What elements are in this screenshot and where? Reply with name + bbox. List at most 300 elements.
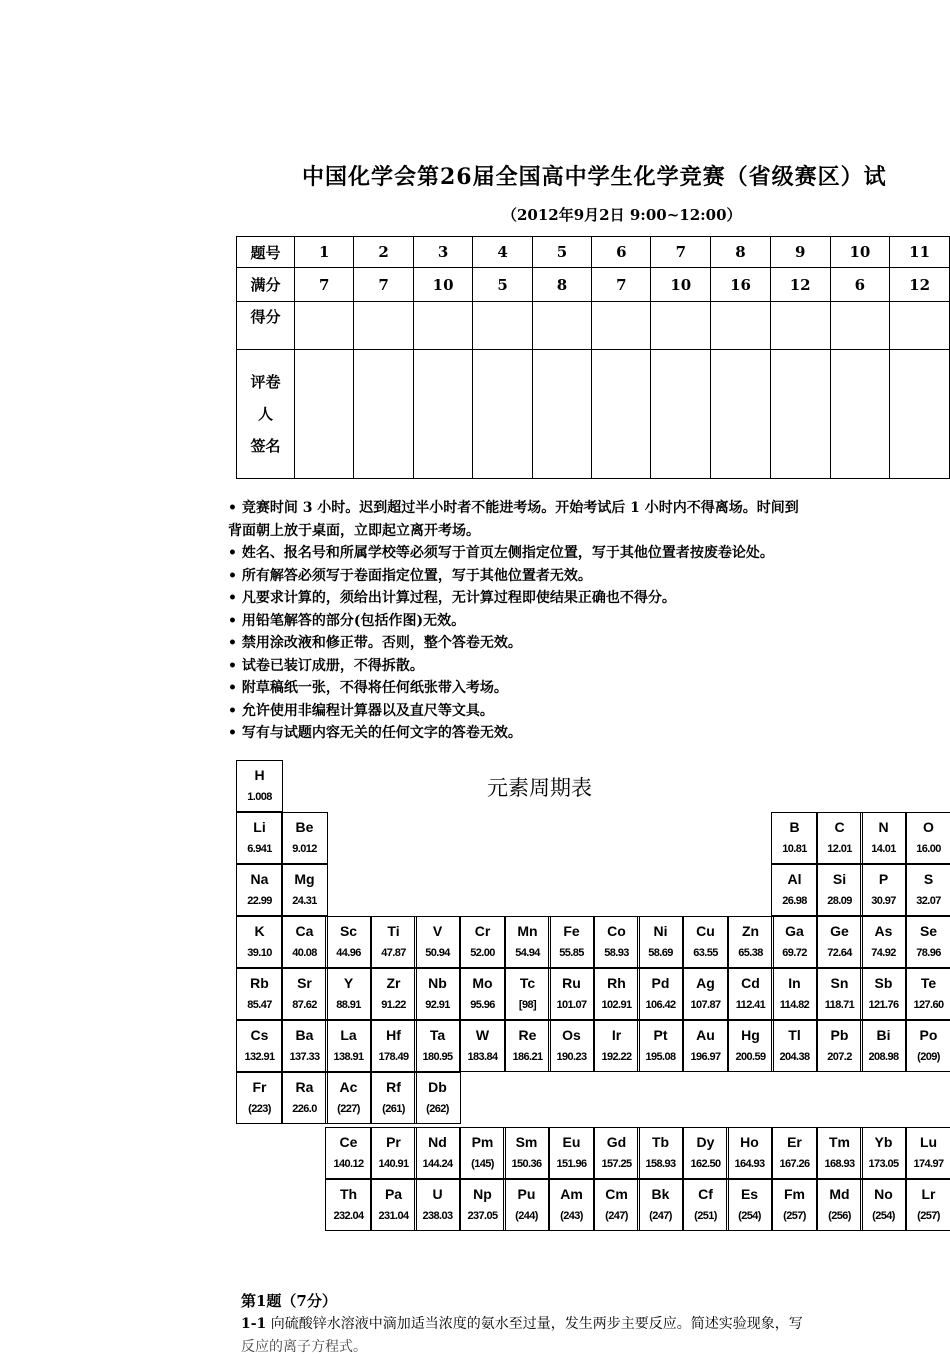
rule-line: • 允许使用非编程计算器以及直尺等文具。	[228, 702, 494, 719]
element-cell-la	[325, 1020, 372, 1072]
full-mark: 7	[592, 268, 651, 302]
signature-cell[interactable]	[413, 350, 473, 479]
element-cell-sb	[860, 968, 907, 1020]
atomic-mass: 137.33	[289, 1051, 320, 1063]
question-number: 2	[354, 237, 413, 268]
element-symbol: Np	[473, 1186, 492, 1202]
element-symbol: Ga	[785, 923, 804, 939]
element-cell-ga	[771, 916, 818, 968]
signature-cell[interactable]	[830, 350, 890, 479]
element-cell-sc	[325, 916, 372, 968]
signature-cell[interactable]	[711, 350, 771, 479]
atomic-mass: (247)	[605, 1210, 628, 1222]
atomic-mass: 63.55	[693, 947, 718, 959]
atomic-mass: 26.98	[782, 895, 807, 907]
question-number: 7	[651, 237, 711, 268]
atomic-mass: 164.93	[734, 1158, 765, 1170]
atomic-mass: 65.38	[738, 947, 763, 959]
atomic-mass: 204.38	[779, 1051, 810, 1063]
element-symbol: As	[874, 923, 893, 939]
element-symbol: Pu	[517, 1186, 536, 1202]
full-mark: 5	[473, 268, 532, 302]
score-cell[interactable]	[890, 302, 950, 350]
atomic-mass: 138.91	[333, 1051, 364, 1063]
element-symbol: Ag	[696, 975, 715, 991]
score-table	[236, 236, 950, 479]
atomic-mass: (261)	[382, 1103, 405, 1115]
element-symbol: Pm	[471, 1134, 494, 1150]
atomic-mass: 180.95	[422, 1051, 453, 1063]
element-symbol: Hg	[741, 1027, 760, 1043]
atomic-mass: (251)	[694, 1210, 717, 1222]
full-marks-row	[237, 268, 950, 302]
element-symbol: Es	[740, 1186, 759, 1202]
atomic-mass: 168.93	[824, 1158, 855, 1170]
element-symbol: Eu	[562, 1134, 581, 1150]
question-number: 9	[770, 237, 830, 268]
atomic-mass: 173.05	[868, 1158, 899, 1170]
score-cell[interactable]	[295, 302, 354, 350]
element-symbol: Gd	[606, 1134, 627, 1150]
atomic-mass: (257)	[917, 1210, 940, 1222]
rule-line: • 试卷已装订成册，不得拆散。	[228, 657, 424, 674]
atomic-mass: 192.22	[601, 1051, 632, 1063]
atomic-mass: 88.91	[336, 999, 361, 1011]
atomic-mass: 107.87	[690, 999, 721, 1011]
atomic-mass: 16.00	[916, 843, 941, 855]
element-symbol: Zn	[741, 923, 760, 939]
atomic-mass: 95.96	[470, 999, 495, 1011]
element-cell-pa	[370, 1179, 417, 1231]
element-cell-b	[771, 812, 818, 864]
element-symbol: O	[923, 819, 934, 835]
element-symbol: Hf	[386, 1027, 401, 1043]
element-cell-cd	[727, 968, 774, 1020]
signature-cell[interactable]	[592, 350, 651, 479]
atomic-mass: (223)	[248, 1103, 271, 1115]
atomic-mass: 74.92	[871, 947, 896, 959]
element-symbol: No	[874, 1186, 893, 1202]
element-cell-v	[414, 916, 461, 968]
element-cell-c	[816, 812, 863, 864]
atomic-mass: 237.05	[467, 1210, 498, 1222]
element-cell-as	[860, 916, 907, 968]
rule-line: 背面朝上放于桌面，立即起立离开考场。	[228, 522, 480, 539]
element-symbol: Fe	[563, 923, 580, 939]
rule-line: • 姓名、报名号和所属学校等必须写于首页左侧指定位置，写于其他位置者按废卷论处。	[228, 545, 774, 561]
signature-cell[interactable]	[770, 350, 830, 479]
element-cell-mg	[281, 864, 328, 916]
element-cell-sm	[503, 1127, 550, 1179]
atomic-mass: 200.59	[735, 1051, 766, 1063]
element-cell-rh	[593, 968, 640, 1020]
atomic-mass: 69.72	[782, 947, 807, 959]
element-cell-be	[281, 812, 328, 864]
element-cell-pm	[459, 1127, 506, 1179]
element-cell-ru	[548, 968, 595, 1020]
element-cell-o	[905, 812, 950, 864]
element-cell-ra	[281, 1072, 328, 1124]
question-number: 1	[295, 237, 354, 268]
element-symbol: S	[923, 871, 934, 887]
element-cell-te	[905, 968, 950, 1020]
element-cell-cm	[593, 1179, 640, 1231]
element-symbol: Tm	[829, 1134, 850, 1150]
element-cell-os	[548, 1020, 595, 1072]
atomic-mass: 132.91	[244, 1051, 275, 1063]
atomic-mass: 144.24	[422, 1158, 453, 1170]
element-symbol: Bi	[876, 1027, 891, 1043]
rule-line: • 写有与试题内容无关的任何文字的答卷无效。	[228, 725, 522, 741]
atomic-mass: 40.08	[292, 947, 317, 959]
atomic-mass: 1.008	[247, 791, 272, 803]
atomic-mass: 9.012	[292, 843, 317, 855]
element-cell-n	[860, 812, 907, 864]
element-symbol: P	[878, 871, 889, 887]
element-cell-es	[726, 1179, 773, 1231]
question-number: 8	[711, 237, 771, 268]
score-cell[interactable]	[354, 302, 413, 350]
full-mark: 8	[532, 268, 591, 302]
element-cell-ni	[637, 916, 684, 968]
element-cell-re	[504, 1020, 551, 1072]
exam-date-time: （2012年9月2日 9:00~12:00）	[502, 206, 742, 224]
question-1-heading: 第1题（7分）	[241, 1292, 337, 1310]
atomic-mass: 85.47	[247, 999, 272, 1011]
element-symbol: Fm	[784, 1186, 805, 1202]
element-symbol: Ta	[429, 1027, 446, 1043]
element-symbol: Sr	[297, 975, 312, 991]
element-symbol: Ra	[295, 1079, 314, 1095]
atomic-mass: 78.96	[916, 947, 941, 959]
atomic-mass: (257)	[783, 1210, 806, 1222]
element-symbol: Yb	[874, 1134, 893, 1150]
question-number: 5	[532, 237, 591, 268]
sign-label-line: 签名	[250, 437, 281, 455]
element-symbol: Rb	[250, 975, 269, 991]
score-cell[interactable]	[770, 302, 830, 350]
rule-line: • 所有解答必须写于卷面指定位置，写于其他位置者无效。	[228, 567, 592, 584]
element-symbol: Er	[787, 1134, 802, 1150]
score-row	[237, 302, 950, 350]
element-symbol: Ba	[295, 1027, 314, 1043]
atomic-mass: 207.2	[827, 1051, 852, 1063]
atomic-mass: (256)	[828, 1210, 851, 1222]
element-cell-sn	[816, 968, 863, 1020]
element-symbol: Ho	[740, 1134, 759, 1150]
element-cell-pb	[816, 1020, 863, 1072]
rule-line: • 附草稿纸一张，不得将任何纸张带入考场。	[228, 680, 508, 696]
full-mark: 7	[295, 268, 354, 302]
atomic-mass: (254)	[738, 1210, 761, 1222]
atomic-mass: (145)	[471, 1158, 494, 1170]
element-cell-yb	[860, 1127, 907, 1179]
question-1-1-body: 向硫酸锌水溶液中滴加适当浓度的氨水至过量，发生两步主要反应。简述实验现象，写	[270, 1316, 803, 1332]
element-symbol: Mg	[294, 871, 315, 887]
element-cell-p	[860, 864, 907, 916]
element-cell-w	[459, 1020, 506, 1072]
score-cell[interactable]	[473, 302, 532, 350]
element-cell-ce	[325, 1127, 372, 1179]
question-number: 3	[413, 237, 473, 268]
element-cell-pd	[637, 968, 684, 1020]
atomic-mass: 158.93	[645, 1158, 676, 1170]
atomic-mass: 87.62	[292, 999, 317, 1011]
element-cell-s	[905, 864, 950, 916]
element-symbol: Ac	[339, 1079, 358, 1095]
atomic-mass: 118.71	[824, 999, 855, 1011]
element-symbol: Cd	[741, 975, 760, 991]
full-mark: 12	[890, 268, 950, 302]
element-symbol: Ce	[339, 1134, 358, 1150]
element-cell-mo	[459, 968, 506, 1020]
element-symbol: Th	[339, 1186, 358, 1202]
element-symbol: U	[432, 1186, 443, 1202]
atomic-mass: 121.76	[868, 999, 899, 1011]
signature-cell[interactable]	[295, 350, 354, 479]
element-cell-na	[236, 864, 283, 916]
atomic-mass: 114.82	[779, 999, 810, 1011]
question-number: 11	[890, 237, 950, 268]
element-cell-tb	[637, 1127, 684, 1179]
element-symbol: Li	[253, 819, 266, 835]
element-symbol: Dy	[696, 1134, 715, 1150]
element-symbol: Lu	[919, 1134, 938, 1150]
element-cell-po	[905, 1020, 950, 1072]
element-symbol: Nb	[428, 975, 447, 991]
element-cell-y	[325, 968, 372, 1020]
atomic-mass: 39.10	[247, 947, 272, 959]
score-cell[interactable]	[413, 302, 473, 350]
atomic-mass: (209)	[917, 1051, 940, 1063]
element-symbol: Zr	[386, 975, 401, 991]
element-symbol: Cr	[474, 923, 491, 939]
atomic-mass: 183.84	[467, 1051, 498, 1063]
element-symbol: Mo	[472, 975, 493, 991]
signature-cell[interactable]	[354, 350, 413, 479]
rule-line: • 用铅笔解答的部分(包括作图)无效。	[228, 612, 466, 629]
element-cell-si	[816, 864, 863, 916]
atomic-mass: 92.91	[425, 999, 450, 1011]
element-cell-nd	[414, 1127, 461, 1179]
atomic-mass: 151.96	[556, 1158, 587, 1170]
element-cell-u	[414, 1179, 461, 1231]
sign-label-line: 人	[258, 405, 274, 423]
atomic-mass: 162.50	[690, 1158, 721, 1170]
atomic-mass: (227)	[337, 1103, 360, 1115]
atomic-mass: (262)	[426, 1103, 449, 1115]
element-cell-rf	[370, 1072, 417, 1124]
atomic-mass: 22.99	[247, 895, 272, 907]
element-cell-ge	[816, 916, 863, 968]
element-cell-pu	[503, 1179, 550, 1231]
element-symbol: Md	[829, 1186, 850, 1202]
element-cell-am	[548, 1179, 595, 1231]
signature-cell[interactable]	[532, 350, 591, 479]
element-cell-ca	[281, 916, 328, 968]
question-number: 10	[830, 237, 890, 268]
element-symbol: Si	[832, 871, 847, 887]
element-symbol: C	[834, 819, 845, 835]
element-symbol: Y	[343, 975, 354, 991]
element-symbol: Cf	[698, 1186, 713, 1202]
atomic-mass: 140.12	[333, 1158, 364, 1170]
question-number-row	[237, 237, 950, 268]
element-symbol: Ir	[611, 1027, 622, 1043]
element-cell-in	[771, 968, 818, 1020]
full-mark: 12	[770, 268, 830, 302]
element-symbol: Pr	[386, 1134, 401, 1150]
atomic-mass: 72.64	[827, 947, 852, 959]
rule-line: • 竞赛时间 3 小时。迟到超过半小时者不能进考场。开始考试后 1 小时内不得离场。时间到	[228, 500, 799, 516]
element-symbol: Sb	[874, 975, 893, 991]
element-symbol: Cm	[605, 1186, 628, 1202]
element-cell-er	[771, 1127, 818, 1179]
row-label: 满分	[237, 268, 295, 302]
atomic-mass: 140.91	[378, 1158, 409, 1170]
element-cell-lu	[905, 1127, 950, 1179]
element-cell-al	[771, 864, 818, 916]
question-1-1-text	[241, 1313, 803, 1333]
element-symbol: Am	[560, 1186, 583, 1202]
atomic-mass: 102.91	[601, 999, 632, 1011]
element-cell-bk	[637, 1179, 684, 1231]
element-cell-md	[816, 1179, 863, 1231]
atomic-mass: 52.00	[470, 947, 495, 959]
atomic-mass: 47.87	[381, 947, 406, 959]
element-cell-fm	[771, 1179, 818, 1231]
element-cell-ag	[682, 968, 729, 1020]
atomic-mass: 190.23	[556, 1051, 587, 1063]
question-1-1-label: 1-1	[241, 1316, 267, 1332]
element-cell-tc	[504, 968, 551, 1020]
element-cell-zn	[727, 916, 774, 968]
element-symbol: Tc	[519, 975, 536, 991]
element-symbol: K	[254, 923, 265, 939]
periodic-table-title: 元素周期表	[487, 776, 592, 800]
signature-cell[interactable]	[473, 350, 532, 479]
exam-rules	[228, 497, 950, 745]
atomic-mass: 24.31	[292, 895, 317, 907]
signature-cell[interactable]	[651, 350, 711, 479]
score-cell[interactable]	[532, 302, 591, 350]
rule-line: • 禁用涂改液和修正带。否则，整个答卷无效。	[228, 635, 522, 651]
full-mark: 16	[711, 268, 771, 302]
element-symbol: Nd	[428, 1134, 447, 1150]
atomic-mass: 178.49	[378, 1051, 409, 1063]
atomic-mass: (247)	[649, 1210, 672, 1222]
element-cell-np	[459, 1179, 506, 1231]
atomic-mass: 14.01	[871, 843, 896, 855]
atomic-mass: 32.07	[916, 895, 941, 907]
element-cell-au	[682, 1020, 729, 1072]
page-title: 中国化学会第26届全国高中学生化学竞赛（省级赛区）试	[302, 164, 887, 190]
element-cell-h	[236, 760, 283, 812]
element-symbol: Pb	[830, 1027, 849, 1043]
atomic-mass: 10.81	[782, 843, 807, 855]
element-symbol: Sc	[339, 923, 358, 939]
element-cell-rb	[236, 968, 283, 1020]
atomic-mass: 55.85	[559, 947, 584, 959]
element-cell-no	[860, 1179, 907, 1231]
question-number: 6	[592, 237, 651, 268]
element-symbol: Re	[518, 1027, 537, 1043]
full-mark: 7	[354, 268, 413, 302]
element-cell-eu	[548, 1127, 595, 1179]
element-symbol: W	[475, 1027, 490, 1043]
atomic-mass: 174.97	[913, 1158, 944, 1170]
element-symbol: Rh	[607, 975, 626, 991]
element-cell-se	[905, 916, 950, 968]
atomic-mass: 226.0	[292, 1103, 317, 1115]
score-cell[interactable]	[711, 302, 771, 350]
element-cell-cf	[682, 1179, 729, 1231]
element-cell-hg	[727, 1020, 774, 1072]
element-cell-cr	[459, 916, 506, 968]
element-symbol: In	[788, 975, 801, 991]
question-number: 4	[473, 237, 532, 268]
element-symbol: Fr	[252, 1079, 267, 1095]
element-symbol: Se	[919, 923, 938, 939]
atomic-mass: 157.25	[601, 1158, 632, 1170]
element-cell-bi	[860, 1020, 907, 1072]
atomic-mass: 196.97	[690, 1051, 721, 1063]
element-symbol: Tb	[651, 1134, 670, 1150]
full-mark: 10	[413, 268, 473, 302]
score-cell[interactable]	[592, 302, 651, 350]
atomic-mass: 150.36	[511, 1158, 542, 1170]
grader-signature-label	[237, 350, 295, 479]
atomic-mass: 186.21	[512, 1051, 543, 1063]
element-cell-db	[414, 1072, 461, 1124]
atomic-mass: [98]	[518, 999, 537, 1011]
score-cell[interactable]	[830, 302, 890, 350]
element-cell-pr	[370, 1127, 417, 1179]
element-cell-cs	[236, 1020, 283, 1072]
element-symbol: Ca	[295, 923, 314, 939]
full-mark: 10	[651, 268, 711, 302]
element-cell-mn	[504, 916, 551, 968]
rule-line: • 凡要求计算的，须给出计算过程，无计算过程即使结果正确也不得分。	[228, 590, 676, 606]
element-symbol: V	[432, 923, 443, 939]
atomic-mass: 238.03	[422, 1210, 453, 1222]
atomic-mass: 208.98	[868, 1051, 899, 1063]
element-symbol: Lr	[921, 1186, 936, 1202]
atomic-mass: 106.42	[645, 999, 676, 1011]
element-cell-ti	[370, 916, 417, 968]
element-cell-dy	[682, 1127, 729, 1179]
element-cell-tm	[816, 1127, 863, 1179]
grader-signature-row	[237, 350, 950, 479]
atomic-mass: 167.26	[779, 1158, 810, 1170]
element-symbol: Db	[428, 1079, 447, 1095]
signature-cell[interactable]	[890, 350, 950, 479]
element-symbol: B	[789, 819, 800, 835]
atomic-mass: 231.04	[378, 1210, 409, 1222]
element-symbol: Mn	[517, 923, 538, 939]
element-cell-lr	[905, 1179, 950, 1231]
atomic-mass: 28.09	[827, 895, 852, 907]
element-symbol: Sn	[830, 975, 849, 991]
score-cell[interactable]	[651, 302, 711, 350]
element-symbol: Ni	[653, 923, 668, 939]
atomic-mass: 30.97	[871, 895, 896, 907]
element-cell-k	[236, 916, 283, 968]
element-symbol: Bk	[651, 1186, 670, 1202]
element-symbol: N	[878, 819, 889, 835]
element-symbol: Tl	[788, 1027, 801, 1043]
element-symbol: Au	[696, 1027, 715, 1043]
